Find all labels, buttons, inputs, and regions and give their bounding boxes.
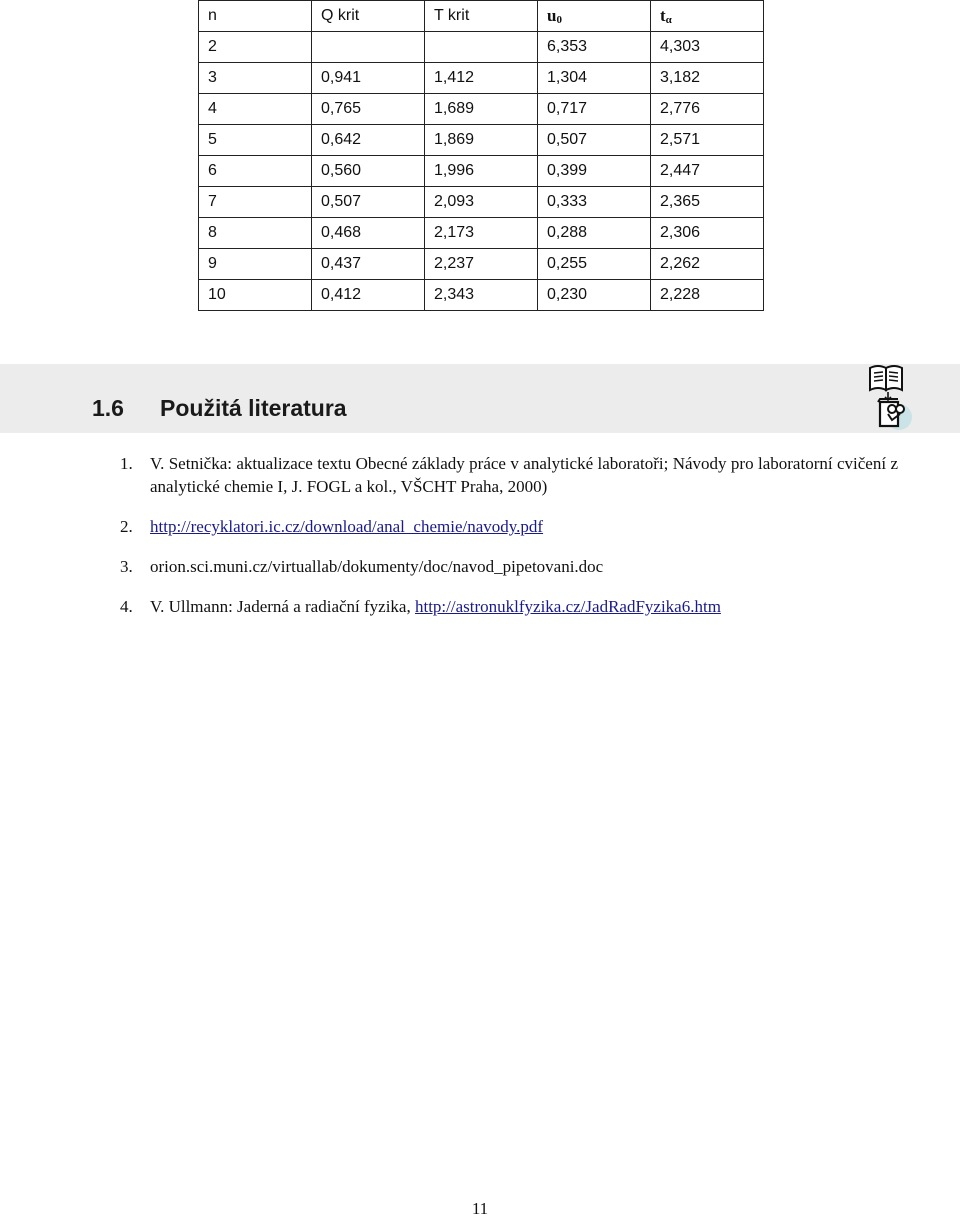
header-n: n <box>199 1 312 32</box>
table-header-row <box>199 1 764 32</box>
book-reference-icon <box>866 362 912 434</box>
section-number: 1.6 <box>92 395 124 421</box>
table-cell: 0,468 <box>312 218 425 249</box>
table-cell: 1,689 <box>425 94 538 125</box>
header-t-alpha <box>651 1 764 32</box>
table-cell: 0,642 <box>312 125 425 156</box>
reference-item-2 <box>120 515 898 538</box>
reference-link[interactable]: http://recyklatori.ic.cz/download/anal_chemie/navody.pdf <box>150 517 544 536</box>
table-cell: 1,869 <box>425 125 538 156</box>
table-row <box>199 218 764 249</box>
table-cell: 2,365 <box>651 187 764 218</box>
table-cell: 6 <box>199 156 312 187</box>
table-row <box>199 187 764 218</box>
table-cell: 0,412 <box>312 280 425 311</box>
reference-text: V. Setnička: aktualizace textu Obecné základy práce v analytické laboratoři; Návody pro laboratorní cvičení z analytické chemie I, J. FOGL a kol., VŠCHT Praha, 2000) <box>150 454 898 496</box>
table-cell: 1,304 <box>538 63 651 94</box>
table-cell: 1,996 <box>425 156 538 187</box>
reference-index: 4. <box>120 597 133 616</box>
table-cell <box>425 32 538 63</box>
header-u0 <box>538 1 651 32</box>
table-cell: 1,412 <box>425 63 538 94</box>
table-cell: 2,776 <box>651 94 764 125</box>
table-cell: 5 <box>199 125 312 156</box>
table-cell: 6,353 <box>538 32 651 63</box>
reference-item-1 <box>120 452 898 498</box>
table-row <box>199 125 764 156</box>
table-cell: 0,230 <box>538 280 651 311</box>
table-cell: 0,941 <box>312 63 425 94</box>
table-cell: 2,093 <box>425 187 538 218</box>
page-number: 11 <box>471 1199 489 1218</box>
table-row <box>199 249 764 280</box>
reference-item-3 <box>120 555 898 578</box>
table-body <box>199 1 764 311</box>
section-heading <box>92 395 347 422</box>
table-cell: 2,306 <box>651 218 764 249</box>
reference-link[interactable]: http://astronuklfyzika.cz/JadRadFyzika6.htm <box>414 597 721 616</box>
table-cell: 4,303 <box>651 32 764 63</box>
header-q-krit: Q krit <box>312 1 425 32</box>
table-cell: 7 <box>199 187 312 218</box>
header-t-krit: T krit <box>425 1 538 32</box>
table-row <box>199 32 764 63</box>
table-cell: 9 <box>199 249 312 280</box>
table-row <box>199 94 764 125</box>
table-cell: 2,571 <box>651 125 764 156</box>
table-cell: 2,228 <box>651 280 764 311</box>
header-t-alpha-subscript: α <box>665 14 672 26</box>
section-title: Použitá literatura <box>160 395 347 421</box>
reference-index: 1. <box>120 454 133 473</box>
header-u0-base: u <box>547 6 557 25</box>
header-t-alpha-base: t <box>660 6 666 25</box>
table-cell: 0,717 <box>538 94 651 125</box>
table-cell: 4 <box>199 94 312 125</box>
table-cell: 0,288 <box>538 218 651 249</box>
table-row <box>199 63 764 94</box>
table-cell: 2,343 <box>425 280 538 311</box>
table-cell: 8 <box>199 218 312 249</box>
table-cell: 2,237 <box>425 249 538 280</box>
table-cell: 0,399 <box>538 156 651 187</box>
reference-item-4 <box>120 595 898 618</box>
table-cell: 0,560 <box>312 156 425 187</box>
table-cell: 0,437 <box>312 249 425 280</box>
table-cell: 3 <box>199 63 312 94</box>
reference-index: 3. <box>120 557 133 576</box>
table-cell: 2 <box>199 32 312 63</box>
table-cell: 0,255 <box>538 249 651 280</box>
reference-index: 2. <box>120 517 133 536</box>
reference-text: orion.sci.muni.cz/virtuallab/dokumenty/doc/navod_pipetovani.doc <box>150 557 604 576</box>
table-cell: 3,182 <box>651 63 764 94</box>
header-u0-subscript: 0 <box>556 14 562 26</box>
table-cell: 2,262 <box>651 249 764 280</box>
table-cell: 0,333 <box>538 187 651 218</box>
table-cell: 0,765 <box>312 94 425 125</box>
table-row <box>199 280 764 311</box>
table-cell: 0,507 <box>538 125 651 156</box>
reference-text: V. Ullmann: Jaderná a radiační fyzika, <box>150 597 415 616</box>
table-row <box>199 156 764 187</box>
critical-values-table <box>198 0 764 311</box>
table-cell: 2,173 <box>425 218 538 249</box>
table-cell: 2,447 <box>651 156 764 187</box>
table-cell <box>312 32 425 63</box>
table-cell: 0,507 <box>312 187 425 218</box>
table-cell: 10 <box>199 280 312 311</box>
